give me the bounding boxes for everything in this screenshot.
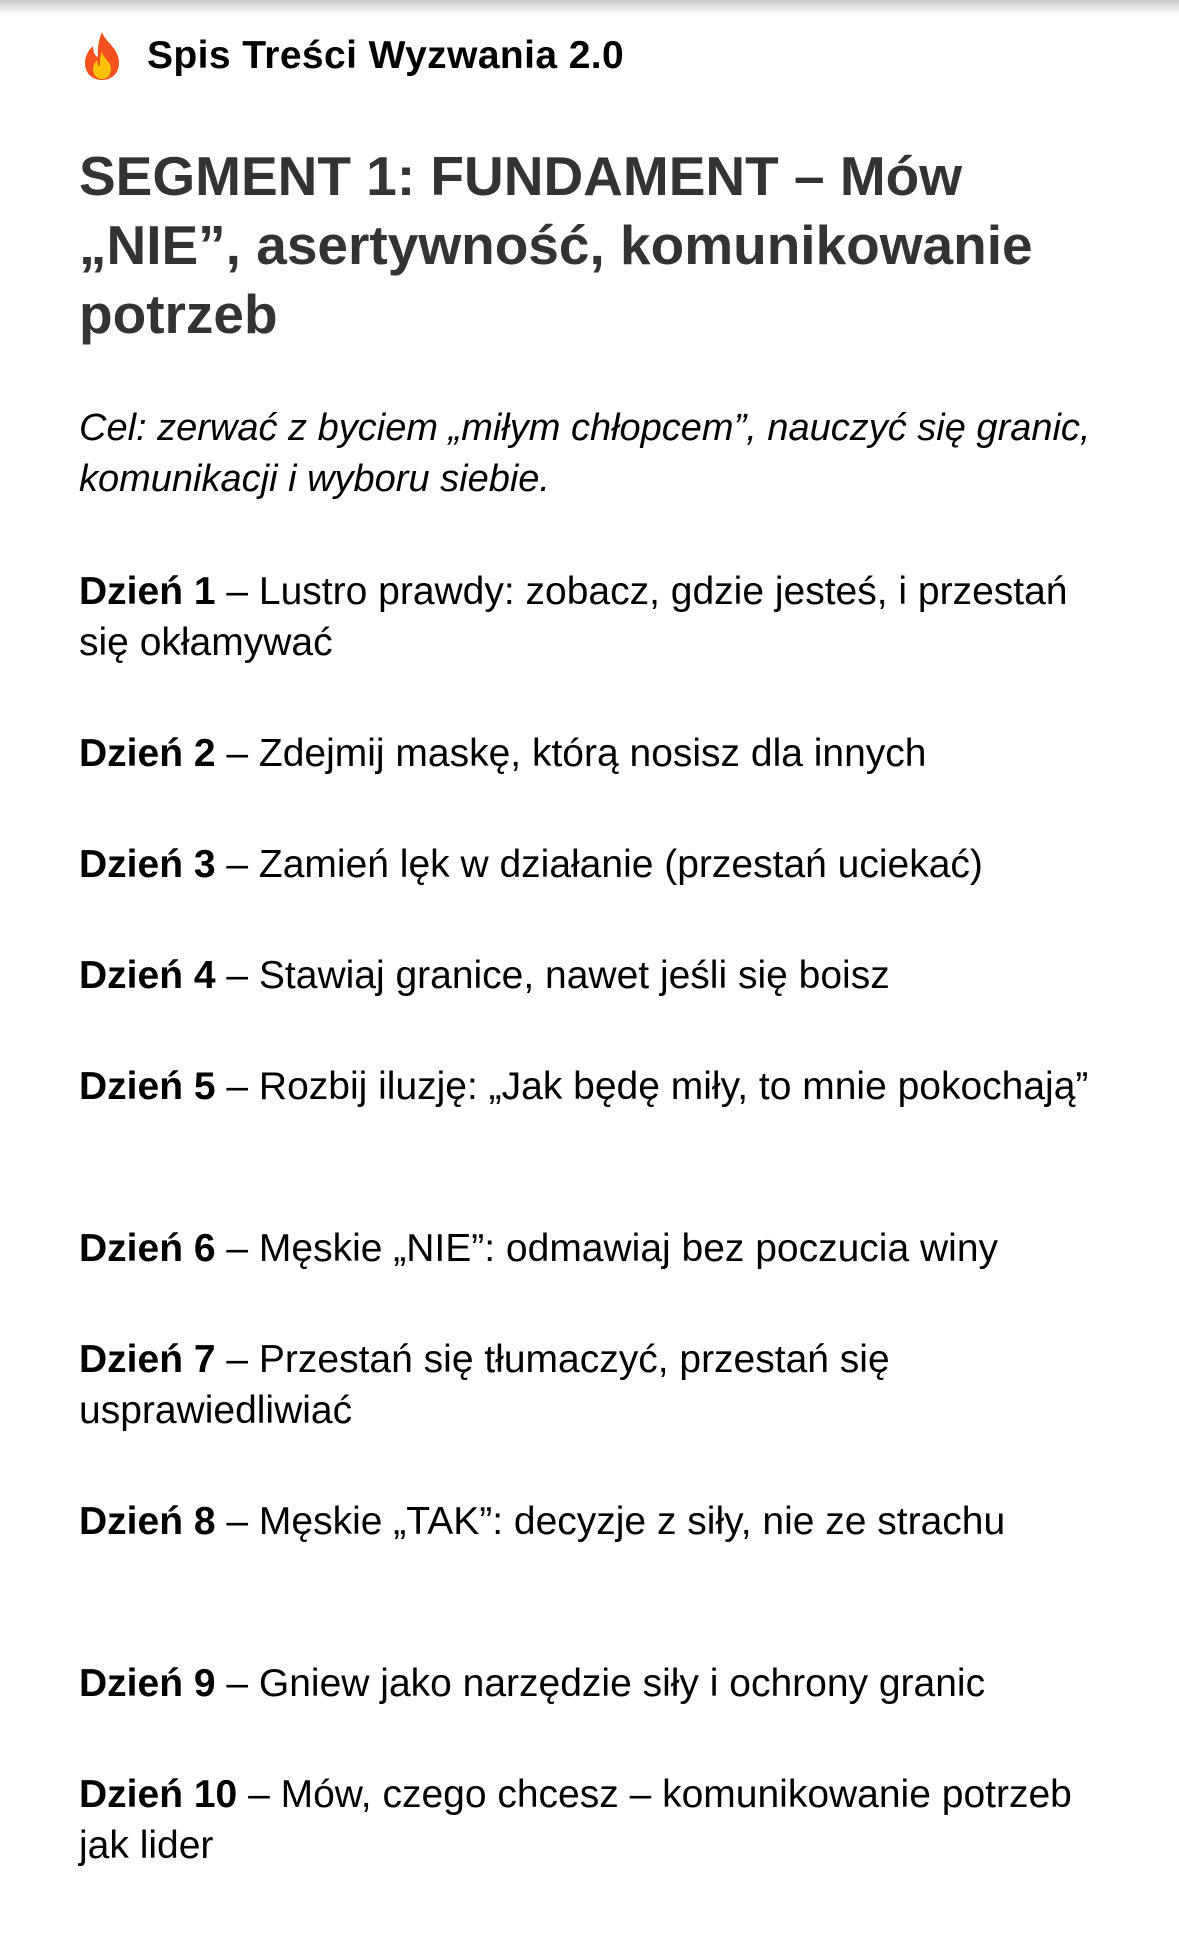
day-item-6: [79, 1223, 1119, 1274]
segment-title: SEGMENT 1: FUNDAMENT – Mów „NIE”, asertywność, komunikowanie potrzeb: [79, 145, 1033, 345]
fire-icon: [79, 30, 125, 82]
day-label: Dzień 9: [79, 1662, 216, 1705]
day-item-2: [79, 728, 1119, 779]
day-description: – Męskie „NIE”: odmawiaj bez poczucia winy: [215, 1227, 999, 1270]
day-label: Dzień 7: [79, 1338, 216, 1381]
day-description: – Rozbij iluzję: „Jak będę miły, to mnie pokochają”: [215, 1065, 1089, 1108]
day-item-5: [79, 1061, 1119, 1112]
day-item-9: [79, 1658, 1119, 1709]
document-header: [79, 28, 624, 84]
day-label: Dzień 4: [79, 954, 216, 997]
day-description: – Zamień lęk w działanie (przestań uciekać): [215, 843, 983, 886]
day-item-1: [79, 566, 1119, 668]
day-item-3: [79, 839, 1119, 890]
day-description: – Przestań się tłumaczyć, przestań się usprawiedliwiać: [79, 1338, 890, 1432]
day-description: – Męskie „TAK”: decyzje z siły, nie ze strachu: [215, 1500, 1006, 1543]
day-label: Dzień 6: [79, 1227, 216, 1270]
document-title: Spis Treści Wyzwania 2.0: [147, 34, 625, 77]
day-description: – Stawiaj granice, nawet jeśli się boisz: [215, 954, 890, 997]
day-description: – Zdejmij maskę, którą nosisz dla innych: [215, 732, 927, 775]
day-description: – Gniew jako narzędzie siły i ochrony granic: [215, 1662, 986, 1705]
day-label: Dzień 1: [79, 570, 216, 613]
day-label: Dzień 5: [79, 1065, 216, 1108]
day-item-7: [79, 1334, 1119, 1436]
top-edge-shadow: [0, 0, 1179, 14]
day-description: – Lustro prawdy: zobacz, gdzie jesteś, i przestań się okłamywać: [79, 570, 1068, 664]
day-item-4: [79, 950, 1119, 1001]
day-label: Dzień 2: [79, 732, 216, 775]
day-description: – Mów, czego chcesz – komunikowanie potrzeb jak lider: [79, 1773, 1072, 1867]
day-item-8: [79, 1496, 1119, 1547]
segment-goal: Cel: zerwać z byciem „miłym chłopcem”, nauczyć się granic, komunikacji i wyboru siebie.: [79, 407, 1091, 500]
day-label: Dzień 10: [79, 1773, 238, 1816]
day-item-10: [79, 1769, 1119, 1871]
day-label: Dzień 8: [79, 1500, 216, 1543]
day-label: Dzień 3: [79, 843, 216, 886]
